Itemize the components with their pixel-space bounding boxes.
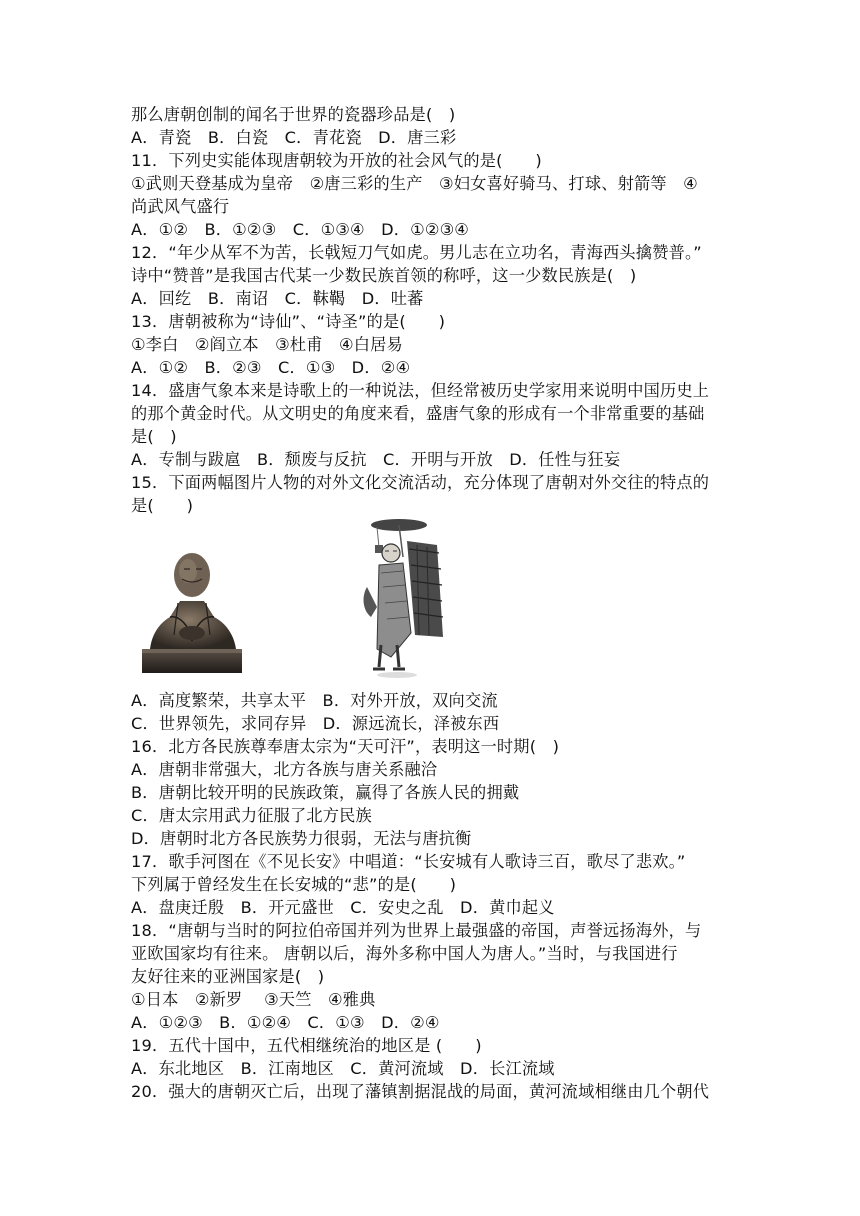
option-line: B．唐朝比较开明的民族政策，赢得了各族人民的拥戴	[131, 783, 520, 802]
option-line: C．世界领先，求同存异 D．源远流长，泽被东西	[131, 714, 500, 733]
question-20: 20．强大的唐朝灭亡后，出现了藩镇割据混战的局面，黄河流域相继由几个朝代	[131, 1082, 710, 1101]
option-line: A．①② B．②③ C．①③ D．②④	[131, 358, 411, 377]
question-14: 14．盛唐气象本来是诗歌上的一种说法，但经常被历史学家用来说明中国历史上	[131, 381, 710, 400]
text-line: 亚欧国家均有往来。 唐朝以后，海外多称中国人为唐人。”当时，与我国进行	[131, 944, 678, 963]
text-line: 那么唐朝创制的闻名于世界的瓷器珍品是( )	[131, 105, 456, 124]
question-18: 18．“唐朝与当时的阿拉伯帝国并列为世界上最强盛的帝国，声誉远扬海外，与	[131, 921, 702, 940]
option-line: A．东北地区 B．江南地区 C．黄河流域 D．长江流域	[131, 1059, 555, 1078]
seated-monk-statue-image	[140, 545, 244, 677]
question-19: 19．五代十国中，五代相继统治的地区是 ( )	[131, 1036, 482, 1055]
text-line: 的那个黄金时代。从文明史的角度来看，盛唐气象的形成有一个非常重要的基础	[131, 404, 705, 423]
option-line: C．唐太宗用武力征服了北方民族	[131, 806, 372, 825]
option-line: D．唐朝时北方各民族势力很弱，无法与唐抗衡	[131, 829, 472, 848]
text-line: 友好往来的亚洲国家是( )	[131, 967, 325, 986]
text-line: 是( )	[131, 427, 177, 446]
text-line: 是( )	[131, 496, 194, 515]
text-line: 尚武风气盛行	[131, 197, 230, 216]
text-line: 下列属于曾经发生在长安城的“悲”的是( )	[131, 875, 457, 894]
text-line: ①武则天登基成为皇帝 ②唐三彩的生产 ③妇女喜好骑马、打球、射箭等 ④	[131, 174, 698, 193]
question-15: 15．下面两幅图片人物的对外文化交流活动，充分体现了唐朝对外交往的特点的	[131, 473, 710, 492]
question-12: 12．“年少从军不为苦，长戟短刀气如虎。男儿志在立功名，青海西头擒赞普。”	[131, 243, 702, 262]
question-16: 16．北方各民族尊奉唐太宗为“天可汗”，表明这一时期( )	[131, 737, 560, 756]
option-line: A．专制与跋扈 B．颓废与反抗 C．开明与开放 D．任性与狂妄	[131, 450, 621, 469]
text-line: ①李白 ②阎立本 ③杜甫 ④白居易	[131, 335, 403, 354]
question-13: 13．唐朝被称为“诗仙”、“诗圣”的是( )	[131, 312, 446, 331]
option-line: A．①②③ B．①②④ C．①③ D．②④	[131, 1013, 440, 1032]
option-line: A．①② B．①②③ C．①③④ D．①②③④	[131, 220, 470, 239]
option-line: A．青瓷 B．白瓷 C．青花瓷 D．唐三彩	[131, 128, 457, 147]
text-line: 诗中“赞普”是我国古代某一少数民族首领的称呼，这一少数民族是( )	[131, 266, 637, 285]
option-line: A．唐朝非常强大，北方各族与唐关系融洽	[131, 760, 438, 779]
text-line: ①日本 ②新罗 ③天竺 ④雅典	[131, 990, 376, 1009]
question-17: 17．歌手河图在《不见长安》中唱道：“长安城有人歌诗三百，歌尽了悲欢。”	[131, 852, 686, 871]
option-line: A．盘庚迁殷 B．开元盛世 C．安史之乱 D．黄巾起义	[131, 898, 555, 917]
traveling-monk-image	[357, 517, 453, 681]
question-11: 11．下列史实能体现唐朝较为开放的社会风气的是( )	[131, 151, 542, 170]
option-line: A．高度繁荣，共享太平 B．对外开放，双向交流	[131, 691, 498, 710]
option-line: A．回纥 B．南诏 C．靺鞨 D．吐蕃	[131, 289, 424, 308]
